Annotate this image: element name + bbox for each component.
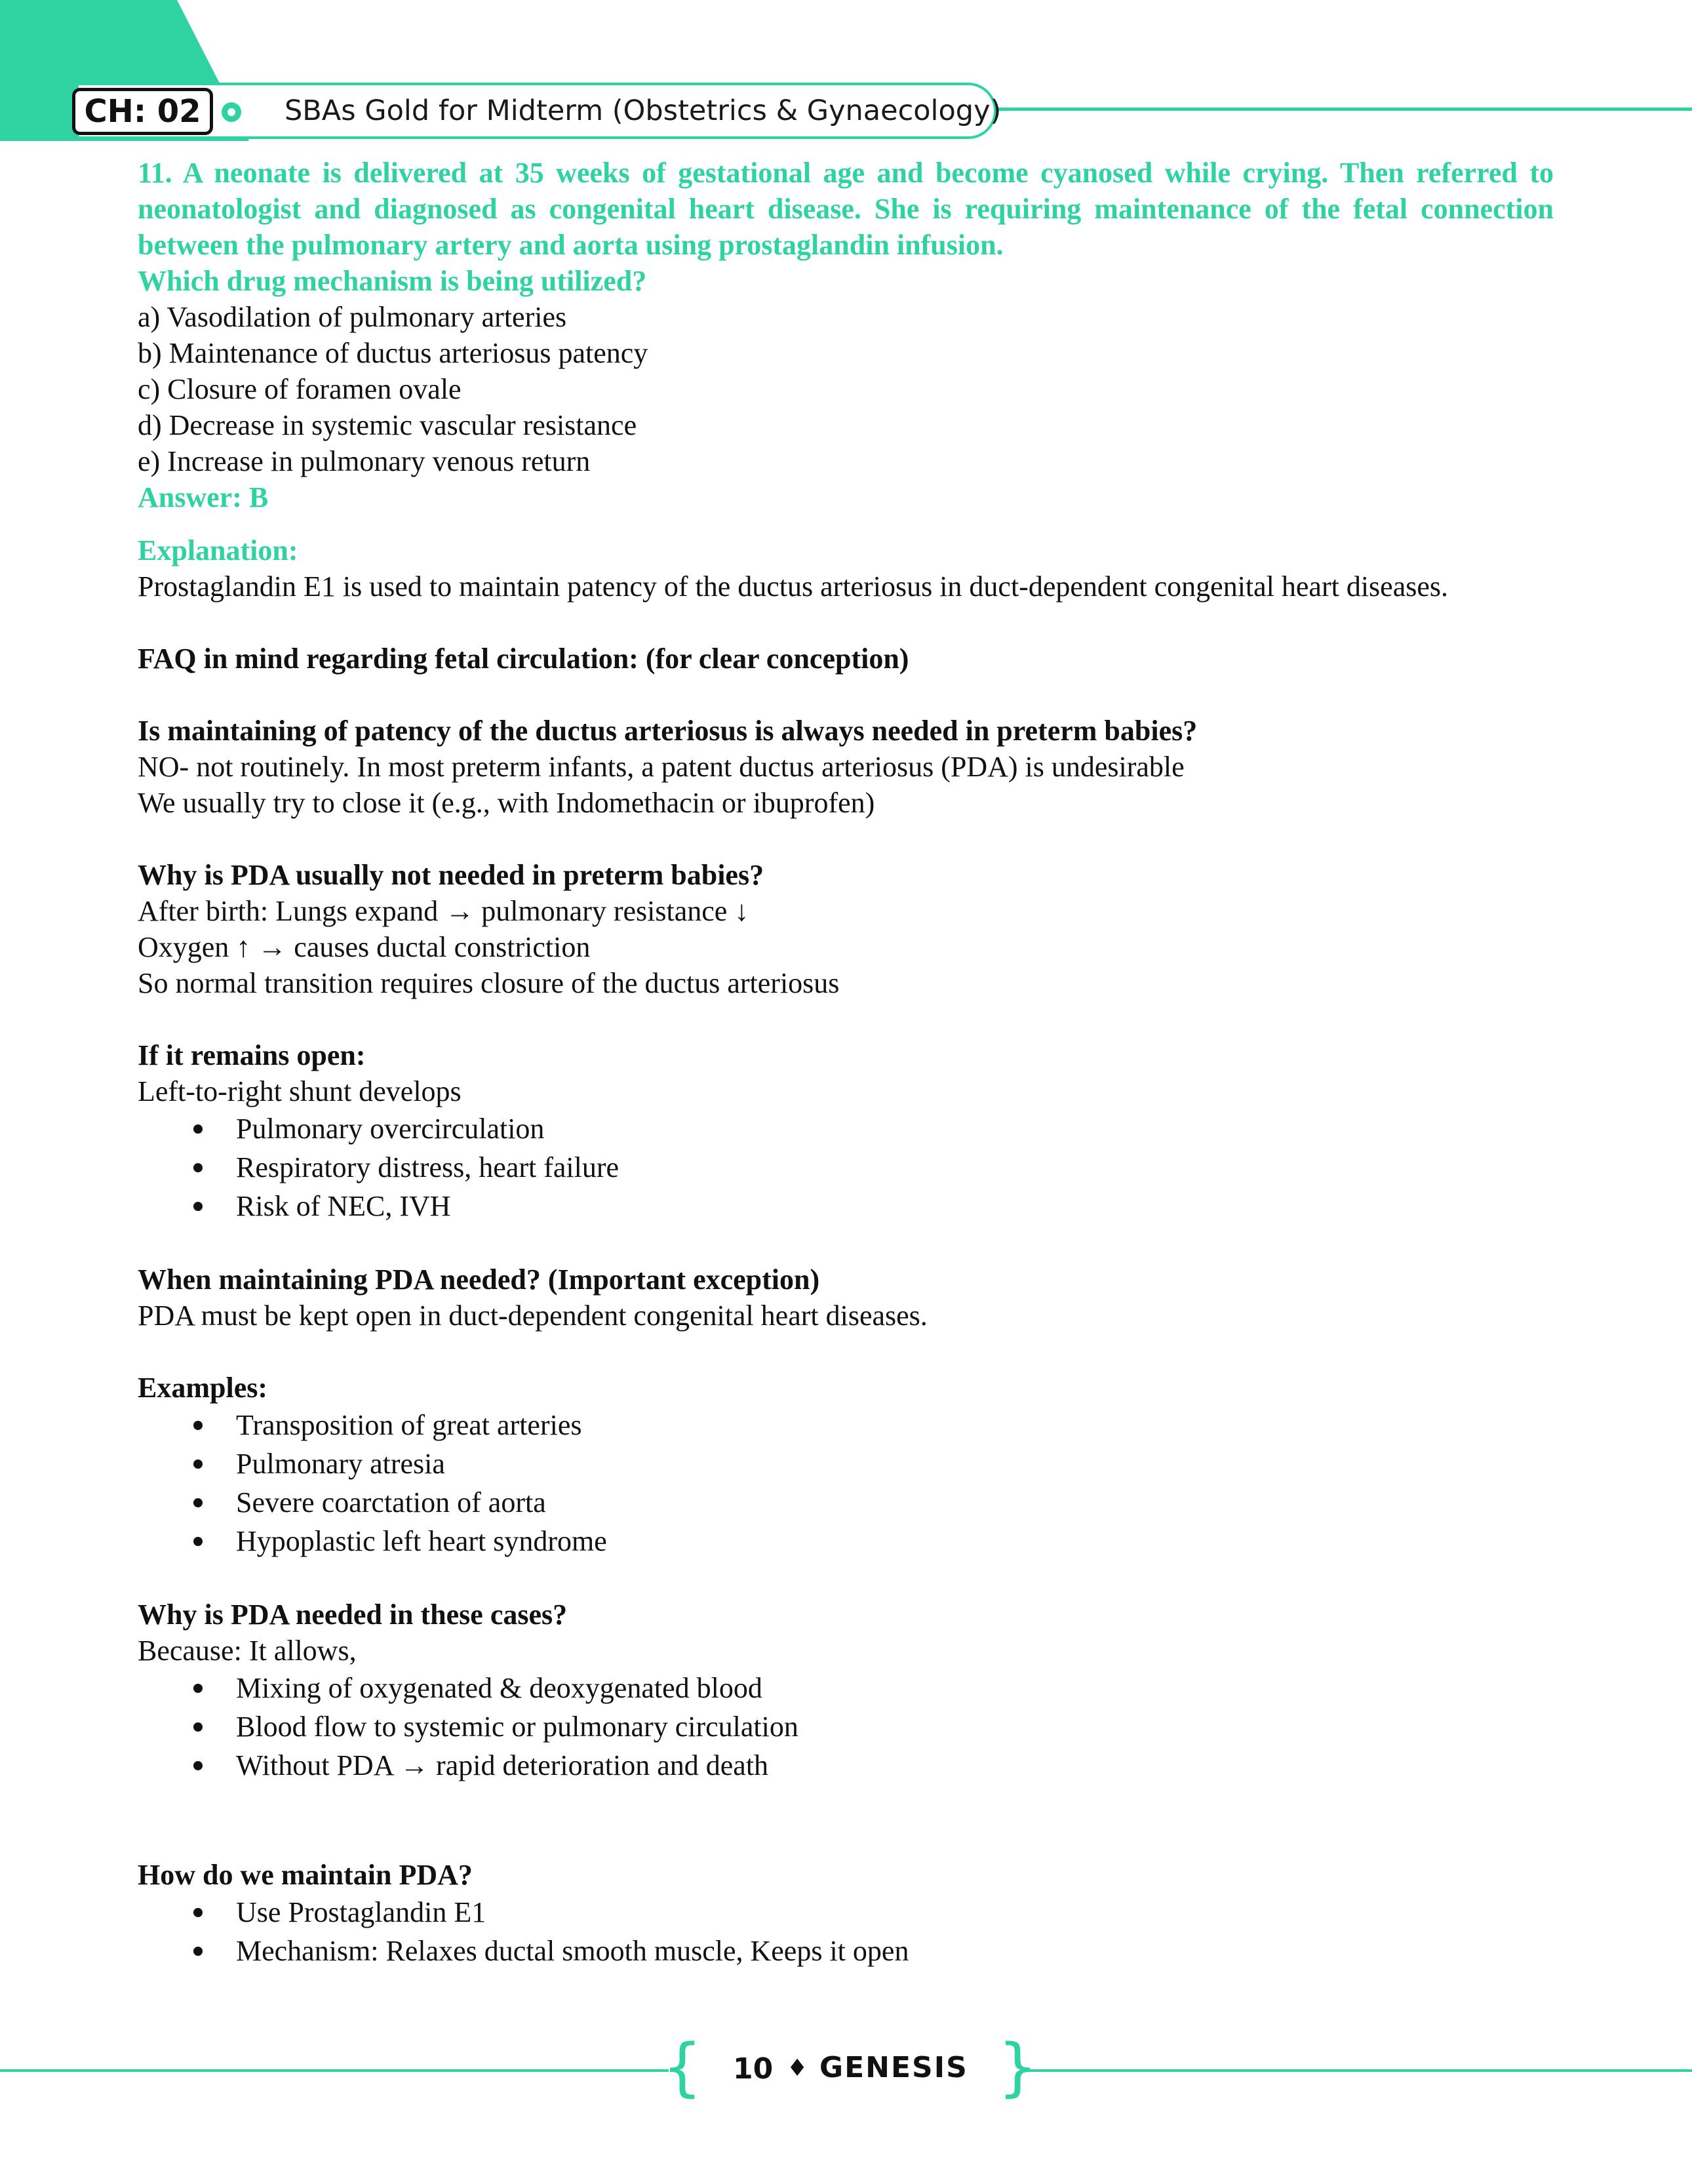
section-line: Oxygen ↑ → causes ductal constriction — [138, 931, 591, 963]
bullet-icon — [193, 1684, 203, 1693]
bullet-list — [138, 1109, 1554, 1225]
bullet-icon — [193, 1908, 203, 1917]
list-item-text: Severe coarctation of aorta — [236, 1486, 546, 1519]
list-item — [138, 1483, 1554, 1522]
book-title: SBAs Gold for Midterm (Obstetrics & Gynaecology) — [285, 94, 1002, 127]
list-item — [138, 1148, 1554, 1187]
section-heading: If it remains open: — [138, 1039, 366, 1071]
list-item-text: Respiratory distress, heart failure — [236, 1151, 620, 1183]
list-item — [138, 1444, 1554, 1483]
option-e: e) Increase in pulmonary venous return — [138, 445, 591, 477]
footer-rule-left — [0, 2069, 669, 2072]
section-line: PDA must be kept open in duct-dependent congenital heart diseases. — [138, 1300, 928, 1332]
list-item — [138, 1406, 1554, 1444]
list-item-text: Without PDA → rapid deterioration and death — [236, 1749, 769, 1781]
header-rule — [983, 108, 1692, 111]
section-heading: How do we maintain PDA? — [138, 1859, 473, 1891]
section-line: So normal transition requires closure of the ductus arteriosus — [138, 967, 840, 999]
bullet-icon — [193, 1722, 203, 1732]
list-item — [138, 1707, 1554, 1746]
section-line: Left-to-right shunt develops — [138, 1075, 462, 1107]
left-brace-icon: { — [662, 2031, 703, 2104]
bullet-icon — [193, 1761, 203, 1770]
section-line: NO- not routinely. In most preterm infants, a patent ductus arteriosus (PDA) is undesirable — [138, 751, 1185, 783]
section-line: Because: It allows, — [138, 1635, 357, 1667]
list-item-text: Risk of NEC, IVH — [236, 1190, 451, 1222]
list-item-text: Hypoplastic left heart syndrome — [236, 1525, 607, 1557]
option-b: b) Maintenance of ductus arteriosus patency — [138, 337, 648, 369]
question-stem: 11. A neonate is delivered at 35 weeks of gestational age and become cyanosed while crying. Then referred to neonatologist and diagnosed as congenital heart disease. She is requiring maintenance of the fetal connection between the pulmonary artery and aorta using prostaglandin infusion. — [138, 157, 1554, 261]
faq-heading: FAQ in mind regarding fetal circulation: (for clear conception) — [138, 643, 909, 675]
bullet-icon — [193, 1459, 203, 1469]
list-item — [138, 1187, 1554, 1225]
option-c: c) Closure of foramen ovale — [138, 373, 462, 405]
page-content — [138, 155, 1554, 1970]
bullet-icon — [193, 1947, 203, 1956]
section-heading: Is maintaining of patency of the ductus arteriosus is always needed in preterm babies? — [138, 715, 1198, 747]
answer: Answer: B — [138, 481, 269, 513]
list-item — [138, 1669, 1554, 1707]
bullet-list — [138, 1669, 1554, 1785]
list-item-text: Transposition of great arteries — [236, 1409, 582, 1441]
section-line: After birth: Lungs expand → pulmonary resistance ↓ — [138, 895, 749, 927]
list-item-text: Mechanism: Relaxes ductal smooth muscle, Keeps it open — [236, 1935, 909, 1967]
section-heading: Why is PDA needed in these cases? — [138, 1598, 568, 1631]
list-item — [138, 1522, 1554, 1560]
section-heading: When maintaining PDA needed? (Important exception) — [138, 1263, 820, 1296]
bullet-icon — [193, 1163, 203, 1172]
list-item-text: Pulmonary overcirculation — [236, 1113, 545, 1145]
bullet-icon — [193, 1202, 203, 1211]
footer-rule-right — [1023, 2069, 1692, 2072]
list-item — [138, 1746, 1554, 1785]
section-heading: Why is PDA usually not needed in preterm babies? — [138, 859, 764, 891]
bullet-icon — [193, 1124, 203, 1134]
brand-name: GENESIS — [819, 2051, 968, 2084]
list-item-text: Mixing of oxygenated & deoxygenated blood — [236, 1672, 762, 1704]
list-item — [138, 1893, 1554, 1932]
bullet-list — [138, 1893, 1554, 1970]
ring-dot-icon — [222, 102, 241, 122]
list-item-text: Blood flow to systemic or pulmonary circulation — [236, 1711, 798, 1743]
option-d: d) Decrease in systemic vascular resistance — [138, 409, 637, 441]
bullet-icon — [193, 1498, 203, 1507]
bullet-icon — [193, 1421, 203, 1430]
explanation-heading: Explanation: — [138, 534, 298, 566]
question-prompt: Which drug mechanism is being utilized? — [138, 265, 647, 297]
explanation-text: Prostaglandin E1 is used to maintain patency of the ductus arteriosus in duct-dependent congenital heart diseases. — [138, 570, 1449, 603]
section-heading: Examples: — [138, 1372, 267, 1404]
list-item — [138, 1109, 1554, 1148]
list-item-text: Pulmonary atresia — [236, 1448, 445, 1480]
section-line: We usually try to close it (e.g., with Indomethacin or ibuprofen) — [138, 787, 875, 819]
right-brace-icon: } — [998, 2031, 1038, 2104]
option-a: a) Vasodilation of pulmonary arteries — [138, 301, 567, 333]
diamond-icon: ♦ — [787, 2055, 808, 2082]
bullet-icon — [193, 1537, 203, 1546]
chapter-badge: CH: 02 — [72, 88, 213, 135]
page-number: 10 — [733, 2052, 774, 2086]
list-item — [138, 1932, 1554, 1970]
bullet-list — [138, 1406, 1554, 1560]
list-item-text: Use Prostaglandin E1 — [236, 1896, 486, 1928]
